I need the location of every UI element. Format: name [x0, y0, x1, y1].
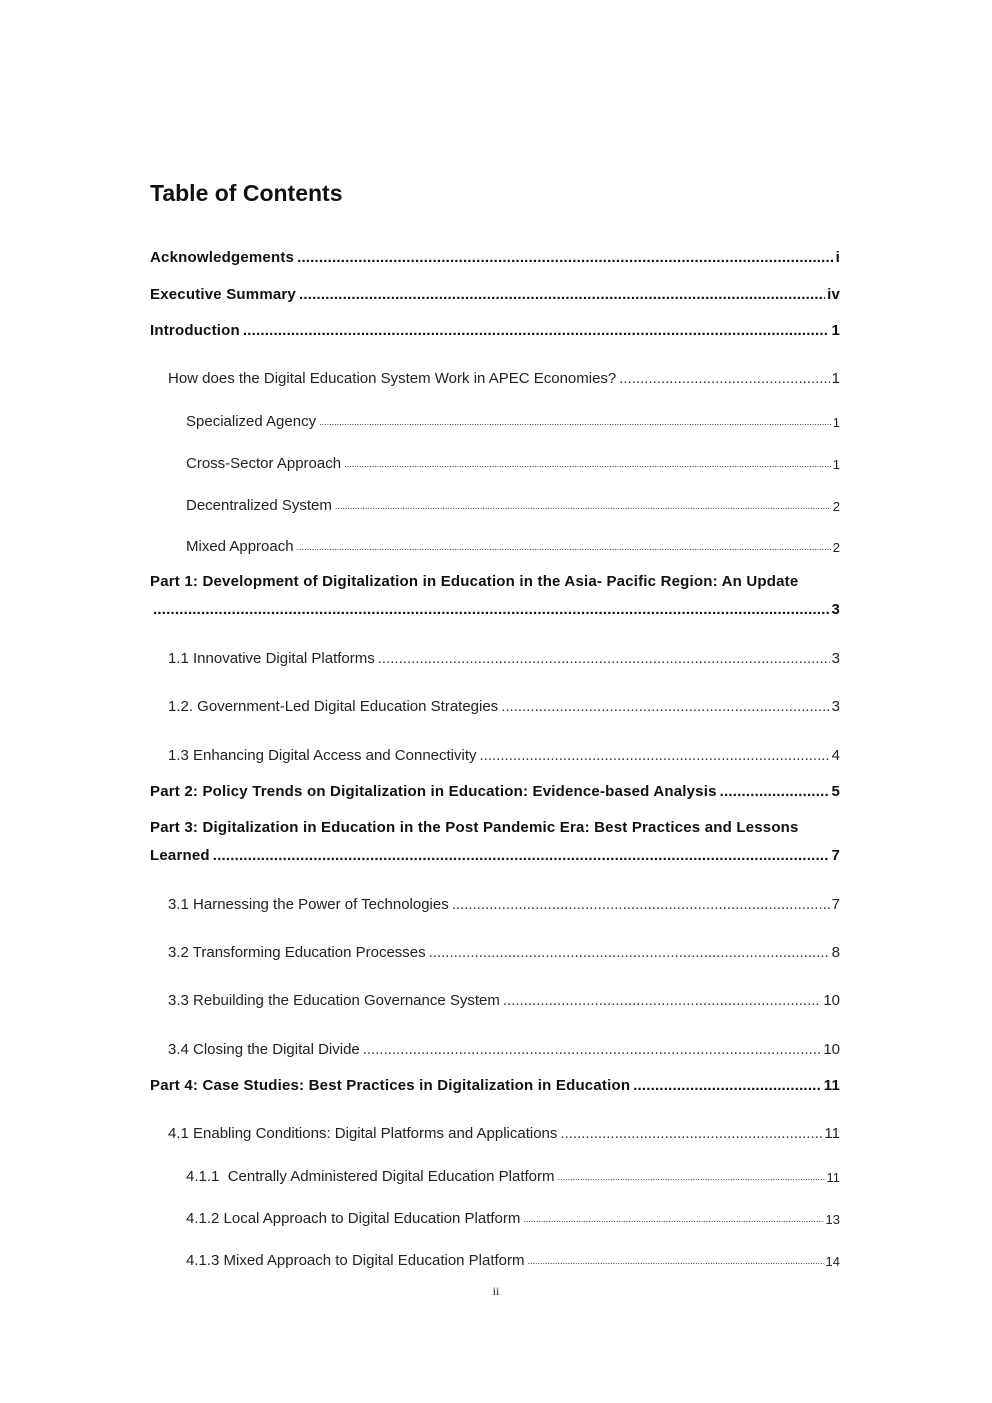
- dot-leader: [297, 543, 831, 552]
- toc-entry-title: Cross-Sector Approach: [186, 455, 342, 472]
- dot-leader: [528, 1257, 824, 1266]
- toc-entry-3-1[interactable]: [168, 896, 840, 913]
- toc-entry-title: 4.1.1 Centrally Administered Digital Education Platform: [186, 1168, 555, 1185]
- toc-entry-decentralized-system[interactable]: [186, 497, 840, 514]
- toc-entry-page: 11: [826, 1170, 840, 1185]
- dot-leader: [501, 698, 829, 715]
- toc-entry-page: 2: [832, 540, 840, 555]
- toc-entry-3-2[interactable]: [168, 944, 840, 961]
- dot-leader: [378, 650, 830, 667]
- toc-entry-page: 4: [831, 747, 840, 764]
- toc-entry-part-1[interactable]: [150, 601, 840, 618]
- toc-entry-page: 11: [823, 1077, 840, 1094]
- dot-leader: [299, 286, 825, 303]
- toc-entry-title: Decentralized System: [186, 497, 332, 514]
- toc-entry-title: Executive Summary: [150, 286, 296, 303]
- toc-entry-title: Introduction: [150, 322, 240, 339]
- dot-leader: [619, 370, 829, 387]
- toc-entry-acknowledgements[interactable]: [150, 249, 840, 266]
- toc-entry-title: 1.2. Government-Led Digital Education Strategies: [168, 698, 499, 715]
- dot-leader: [558, 1173, 825, 1182]
- toc-entry-1-2[interactable]: [168, 698, 840, 715]
- toc-entry-title: 3.2 Transforming Education Processes: [168, 944, 426, 961]
- toc-entry-specialized-agency[interactable]: [186, 413, 840, 430]
- toc-entry-page: 11: [824, 1125, 840, 1142]
- toc-entry-3-4[interactable]: [168, 1041, 840, 1058]
- toc-entry-page: 7: [831, 896, 840, 913]
- toc-entry-part-1-title[interactable]: Part 1: Development of Digitalization in Education in the Asia- Pacific Region: An Update: [150, 573, 799, 590]
- toc-entry-page: 13: [825, 1212, 840, 1227]
- toc-entry-4-1-3[interactable]: [186, 1252, 840, 1269]
- toc-entry-page: 3: [831, 601, 840, 618]
- toc-entry-part-3-title[interactable]: Part 3: Digitalization in Education in the Post Pandemic Era: Best Practices and Lessons: [150, 819, 799, 836]
- toc-entry-page: 1: [832, 415, 840, 430]
- dot-leader: [153, 601, 829, 618]
- dot-leader: [560, 1125, 822, 1142]
- toc-entry-page: 5: [831, 783, 840, 800]
- toc-entry-title: Part 4: Case Studies: Best Practices in Digitalization in Education: [150, 1077, 631, 1094]
- toc-entry-part-3[interactable]: [150, 847, 840, 864]
- dot-leader: [503, 992, 821, 1009]
- dot-leader: [297, 249, 834, 266]
- dot-leader: [429, 944, 830, 961]
- toc-entry-cross-sector-approach[interactable]: [186, 455, 840, 472]
- dot-leader: [452, 896, 830, 913]
- toc-entry-page: iv: [827, 286, 840, 303]
- dot-leader: [243, 322, 830, 339]
- dot-leader: [480, 747, 830, 764]
- toc-entry-title: Acknowledgements: [150, 249, 295, 266]
- toc-entry-title: 1.3 Enhancing Digital Access and Connectivity: [168, 747, 477, 764]
- toc-entry-title-continued: Learned: [150, 847, 210, 864]
- toc-entry-page: i: [835, 249, 840, 266]
- toc-entry-page: 1: [831, 322, 840, 339]
- dot-leader: [319, 418, 831, 427]
- toc-entry-title: 1.1 Innovative Digital Platforms: [168, 650, 375, 667]
- toc-entry-title: 4.1.3 Mixed Approach to Digital Education Platform: [186, 1252, 525, 1269]
- page-number: ii: [492, 1284, 500, 1298]
- toc-entry-page: 10: [823, 1041, 840, 1058]
- toc-entry-executive-summary[interactable]: [150, 286, 840, 303]
- toc-entry-part-4[interactable]: [150, 1077, 840, 1094]
- toc-entry-3-3[interactable]: [168, 992, 840, 1009]
- toc-entry-4-1-2[interactable]: [186, 1210, 840, 1227]
- page-title: Table of Contents: [150, 180, 343, 206]
- dot-leader: [363, 1041, 822, 1058]
- toc-entry-title: Specialized Agency: [186, 413, 317, 430]
- toc-entry-title: Part 2: Policy Trends on Digitalization in Education: Evidence-based Analysis: [150, 783, 717, 800]
- dot-leader: [633, 1077, 822, 1094]
- toc-entry-page: 2: [832, 499, 840, 514]
- toc-entry-1-3[interactable]: [168, 747, 840, 764]
- toc-entry-title: How does the Digital Education System Work in APEC Economies?: [168, 370, 617, 387]
- toc-entry-page: 14: [825, 1254, 840, 1269]
- toc-entry-introduction[interactable]: [150, 322, 840, 339]
- dot-leader: [213, 847, 830, 864]
- dot-leader: [523, 1215, 823, 1224]
- toc-entry-page: 3: [831, 650, 840, 667]
- toc-entry-4-1[interactable]: [168, 1125, 840, 1142]
- toc-entry-title: 3.3 Rebuilding the Education Governance System: [168, 992, 500, 1009]
- toc-entry-page: 7: [831, 847, 840, 864]
- toc-entry-page: 10: [823, 992, 840, 1009]
- toc-entry-title: 4.1.2 Local Approach to Digital Education Platform: [186, 1210, 521, 1227]
- toc-entry-1-1[interactable]: [168, 650, 840, 667]
- toc-entry-page: 8: [831, 944, 840, 961]
- toc-entry-title: 4.1 Enabling Conditions: Digital Platforms and Applications: [168, 1125, 558, 1142]
- toc-entry-title: Mixed Approach: [186, 538, 294, 555]
- dot-leader: [344, 460, 831, 469]
- toc-entry-title: 3.4 Closing the Digital Divide: [168, 1041, 360, 1058]
- toc-entry-page: 3: [831, 698, 840, 715]
- toc-entry-mixed-approach[interactable]: [186, 538, 840, 555]
- toc-entry-digital-education-system[interactable]: [168, 370, 840, 387]
- toc-entry-part-2[interactable]: [150, 783, 840, 800]
- toc-entry-title: 3.1 Harnessing the Power of Technologies: [168, 896, 449, 913]
- dot-leader: [335, 502, 831, 511]
- toc-entry-page: 1: [831, 370, 840, 387]
- toc-entry-page: 1: [832, 457, 840, 472]
- toc-entry-4-1-1[interactable]: [186, 1168, 840, 1185]
- dot-leader: [720, 783, 830, 800]
